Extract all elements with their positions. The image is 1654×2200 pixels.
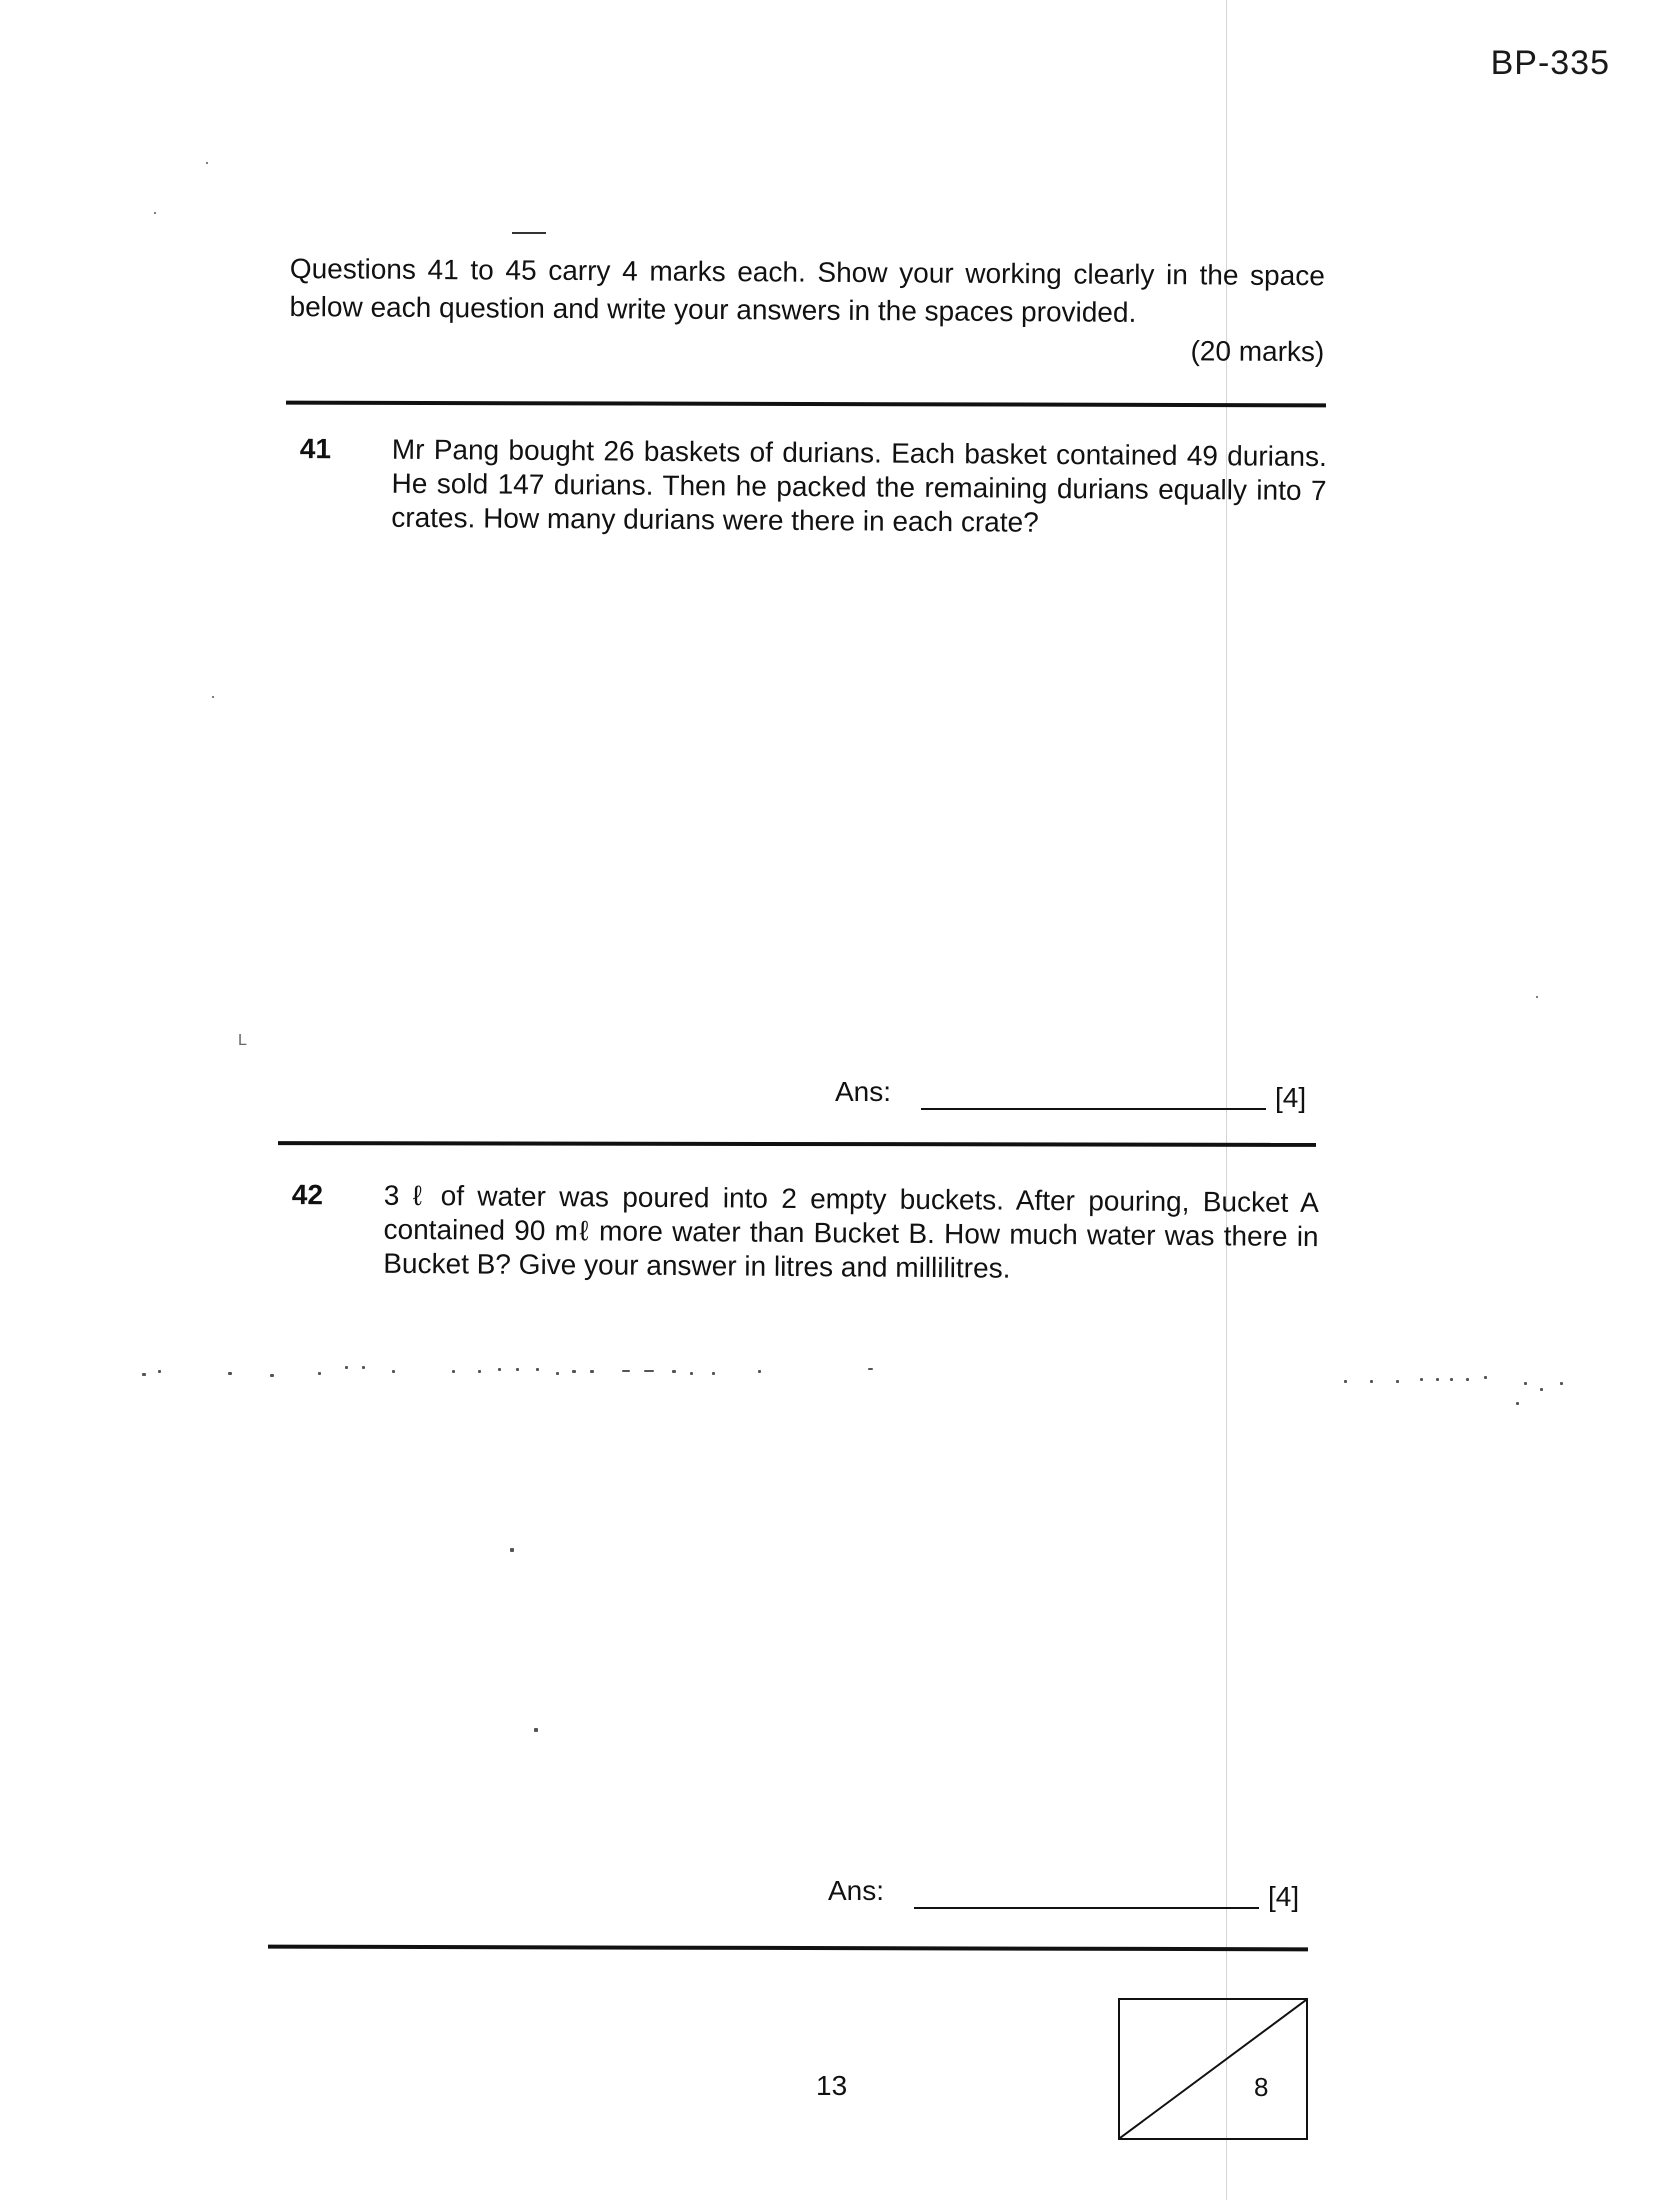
scan-speck [1540,1388,1543,1391]
answer-label: Ans: [828,1875,885,1906]
answer-label: Ans: [835,1076,892,1107]
question-text: 3 ℓ of water was poured into 2 empty buckets. After pouring, Bucket A contained 90 mℓ more water than Bucket B. How much water was there in Bucket B? Give your answer in litres and millilitres. [383,1179,1319,1284]
scan-speck [672,1370,676,1373]
scan-speck [345,1366,348,1369]
scan-speck [690,1372,693,1375]
marks-box-value: 8 [1254,2072,1269,2102]
question-number: 41 [299,432,332,465]
scan-speck [516,1368,519,1371]
scan-speck [712,1372,715,1375]
instructions-text: Questions 41 to 45 carry 4 marks each. Show your working clearly in the space below each question and write your answers in the spaces provided. [289,252,1325,328]
scan-speck [644,1370,654,1372]
scan-speck [1536,996,1538,998]
scan-speck [1516,1402,1519,1405]
scan-speck [498,1368,501,1371]
scan-speck [228,1372,232,1375]
scan-speck [1370,1380,1373,1383]
scan-speck [142,1373,146,1376]
scan-speck [270,1374,274,1377]
scan-speck [1344,1380,1347,1383]
scan-speck [556,1372,559,1375]
scan-speck [478,1370,481,1373]
divider-rule [286,401,1326,408]
question-text: Mr Pang bought 26 baskets of durians. Each basket contained 49 durians. He sold 147 durians. Then he packed the remaining durians equally into 7 crates. How many durians were there in each crate? [391,433,1327,538]
scan-speck [572,1370,576,1373]
scan-speck [1450,1378,1453,1381]
page-code: BP-335 [1490,44,1610,82]
scan-speck [1560,1382,1563,1385]
answer-blank-42[interactable] [914,1907,1259,1909]
section-instructions [289,250,1325,371]
answer-blank-41[interactable] [921,1108,1266,1110]
scan-speck [1484,1376,1487,1379]
total-marks: (20 marks) [1190,335,1325,368]
scan-speck [536,1368,539,1371]
question-marks: [4] [1268,1881,1300,1912]
scan-speck [1466,1378,1469,1381]
scan-speck [1436,1378,1439,1381]
scan-speck [206,162,208,164]
divider-rule [268,1945,1308,1952]
scan-speck [868,1368,873,1370]
stray-mark: L [238,1032,247,1049]
page-number: 13 [816,2070,848,2101]
marks-box-diagonal [1120,2000,1306,2138]
scan-speck [622,1370,630,1372]
scan-speck [452,1370,455,1373]
scan-speck [318,1372,321,1375]
scan-speck [362,1366,365,1369]
marks-box [1118,1998,1308,2140]
stray-dash [512,232,546,234]
scan-speck [534,1728,538,1732]
divider-rule [278,1141,1316,1147]
scan-speck [392,1370,395,1373]
scan-speck [590,1370,594,1373]
scan-speck [158,1370,161,1373]
question-marks: [4] [1275,1082,1307,1113]
question-number: 42 [291,1179,324,1211]
scan-speck [1420,1378,1423,1381]
scan-speck [510,1548,514,1552]
scan-speck [212,696,214,698]
scan-speck [1524,1382,1527,1385]
scan-speck [1396,1380,1399,1383]
scan-speck [154,212,156,214]
scan-speck [758,1370,761,1373]
